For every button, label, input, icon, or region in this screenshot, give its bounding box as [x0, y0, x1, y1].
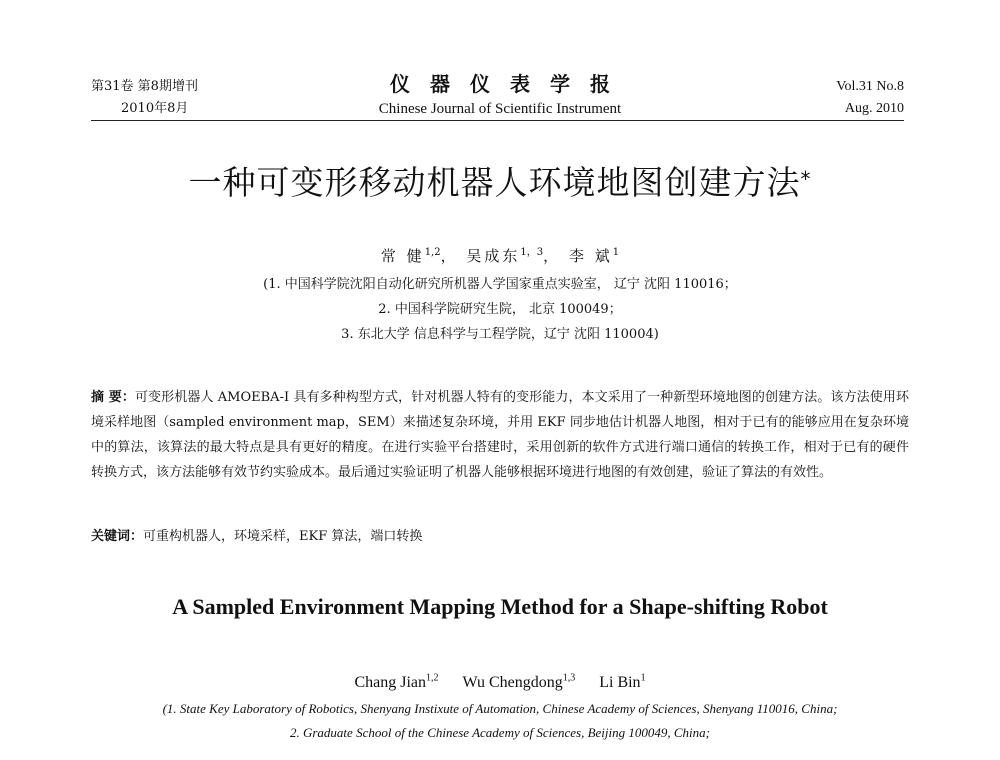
author-en: Chang Jian$^{1,2}$ [354, 673, 439, 692]
abstract [91, 385, 909, 485]
affiliation-line-en: (1. State Key Laboratory of Robotics, Shenyang Instixute of Automation, Chinese Academy of Sciences, Shenyang 110016, China; [162, 701, 838, 716]
paper-title-cn [0, 162, 1000, 204]
abstract-label: 摘 要： [91, 390, 135, 405]
header-right [836, 76, 904, 120]
keywords-text: 可重构机器人，环境采样，EKF 算法，端口转换 [143, 529, 423, 544]
affiliation-line: (1. 中国科学院沈阳自动化研究所机器人学国家重点实验室， 辽宁 沈阳 110016； [263, 277, 737, 292]
affiliations-en [0, 697, 1000, 745]
title-text: 一种可变形移动机器人环境地图创建方法 [188, 163, 801, 202]
volume-issue: 第31卷 第8期增刊 [91, 79, 198, 94]
author-cn: 常 健$^{1,2}$， [380, 247, 459, 265]
header-rule [91, 120, 904, 121]
author-cn: 李 斌$^1$ [568, 247, 620, 265]
journal-name-en: Chinese Journal of Scientific Instrument [378, 101, 622, 117]
author-cn: 吴成东$^{1,3}$， [466, 247, 562, 265]
affiliations-cn [0, 272, 1000, 347]
affiliation-line: 2. 中国科学院研究生院， 北京 100049； [378, 302, 622, 317]
author-list-en [0, 668, 1000, 694]
affiliation-line: 3. 东北大学 信息科学与工程学院，辽宁 沈阳 110004) [341, 327, 659, 342]
title-footnote-mark: * [800, 167, 812, 191]
abstract-text: 可变形机器人 AMOEBA-I 具有多种构型方式，针对机器人特有的变形能力，本文采用了一种新型环境地图的创建方法。该方法使用环境采样地图（sampled environment map，SEM）来描述复杂环境，并用 EKF 同步地估计机器人地图，相对于已有的能够应用在复杂环境中的算法，该算法的最大特点是具有更好的精度。在进行实验平台搭建时，采用创新的软件方式进行端口通信的转换工作，相对于已有的硬件转换方式，该方法能够有效节约实验成本。最后通过实验证明了机器人能够根据环境进行地图的有效创建，验证了算法的有效性。 [91, 390, 909, 480]
journal-name-cn: 仪器仪表学报 [390, 72, 630, 96]
author-en: Li Bin$^1$ [599, 673, 646, 692]
keywords-label: 关键词： [91, 529, 144, 544]
volume-en: Vol.31 No.8 [836, 79, 904, 94]
affiliation-line-en: 2. Graduate School of the Chinese Academy of Sciences, Beijing 100049, China; [289, 725, 710, 740]
author-en: Wu Chengdong$^{1,3}$ [462, 673, 576, 692]
date-en: Aug. 2010 [844, 101, 904, 116]
issue-date: 2010年8月 [121, 101, 189, 116]
author-list-cn [0, 242, 1000, 267]
paper-title-en: A Sampled Environment Mapping Method for a Shape-shifting Robot [172, 594, 828, 619]
keywords [91, 526, 909, 548]
